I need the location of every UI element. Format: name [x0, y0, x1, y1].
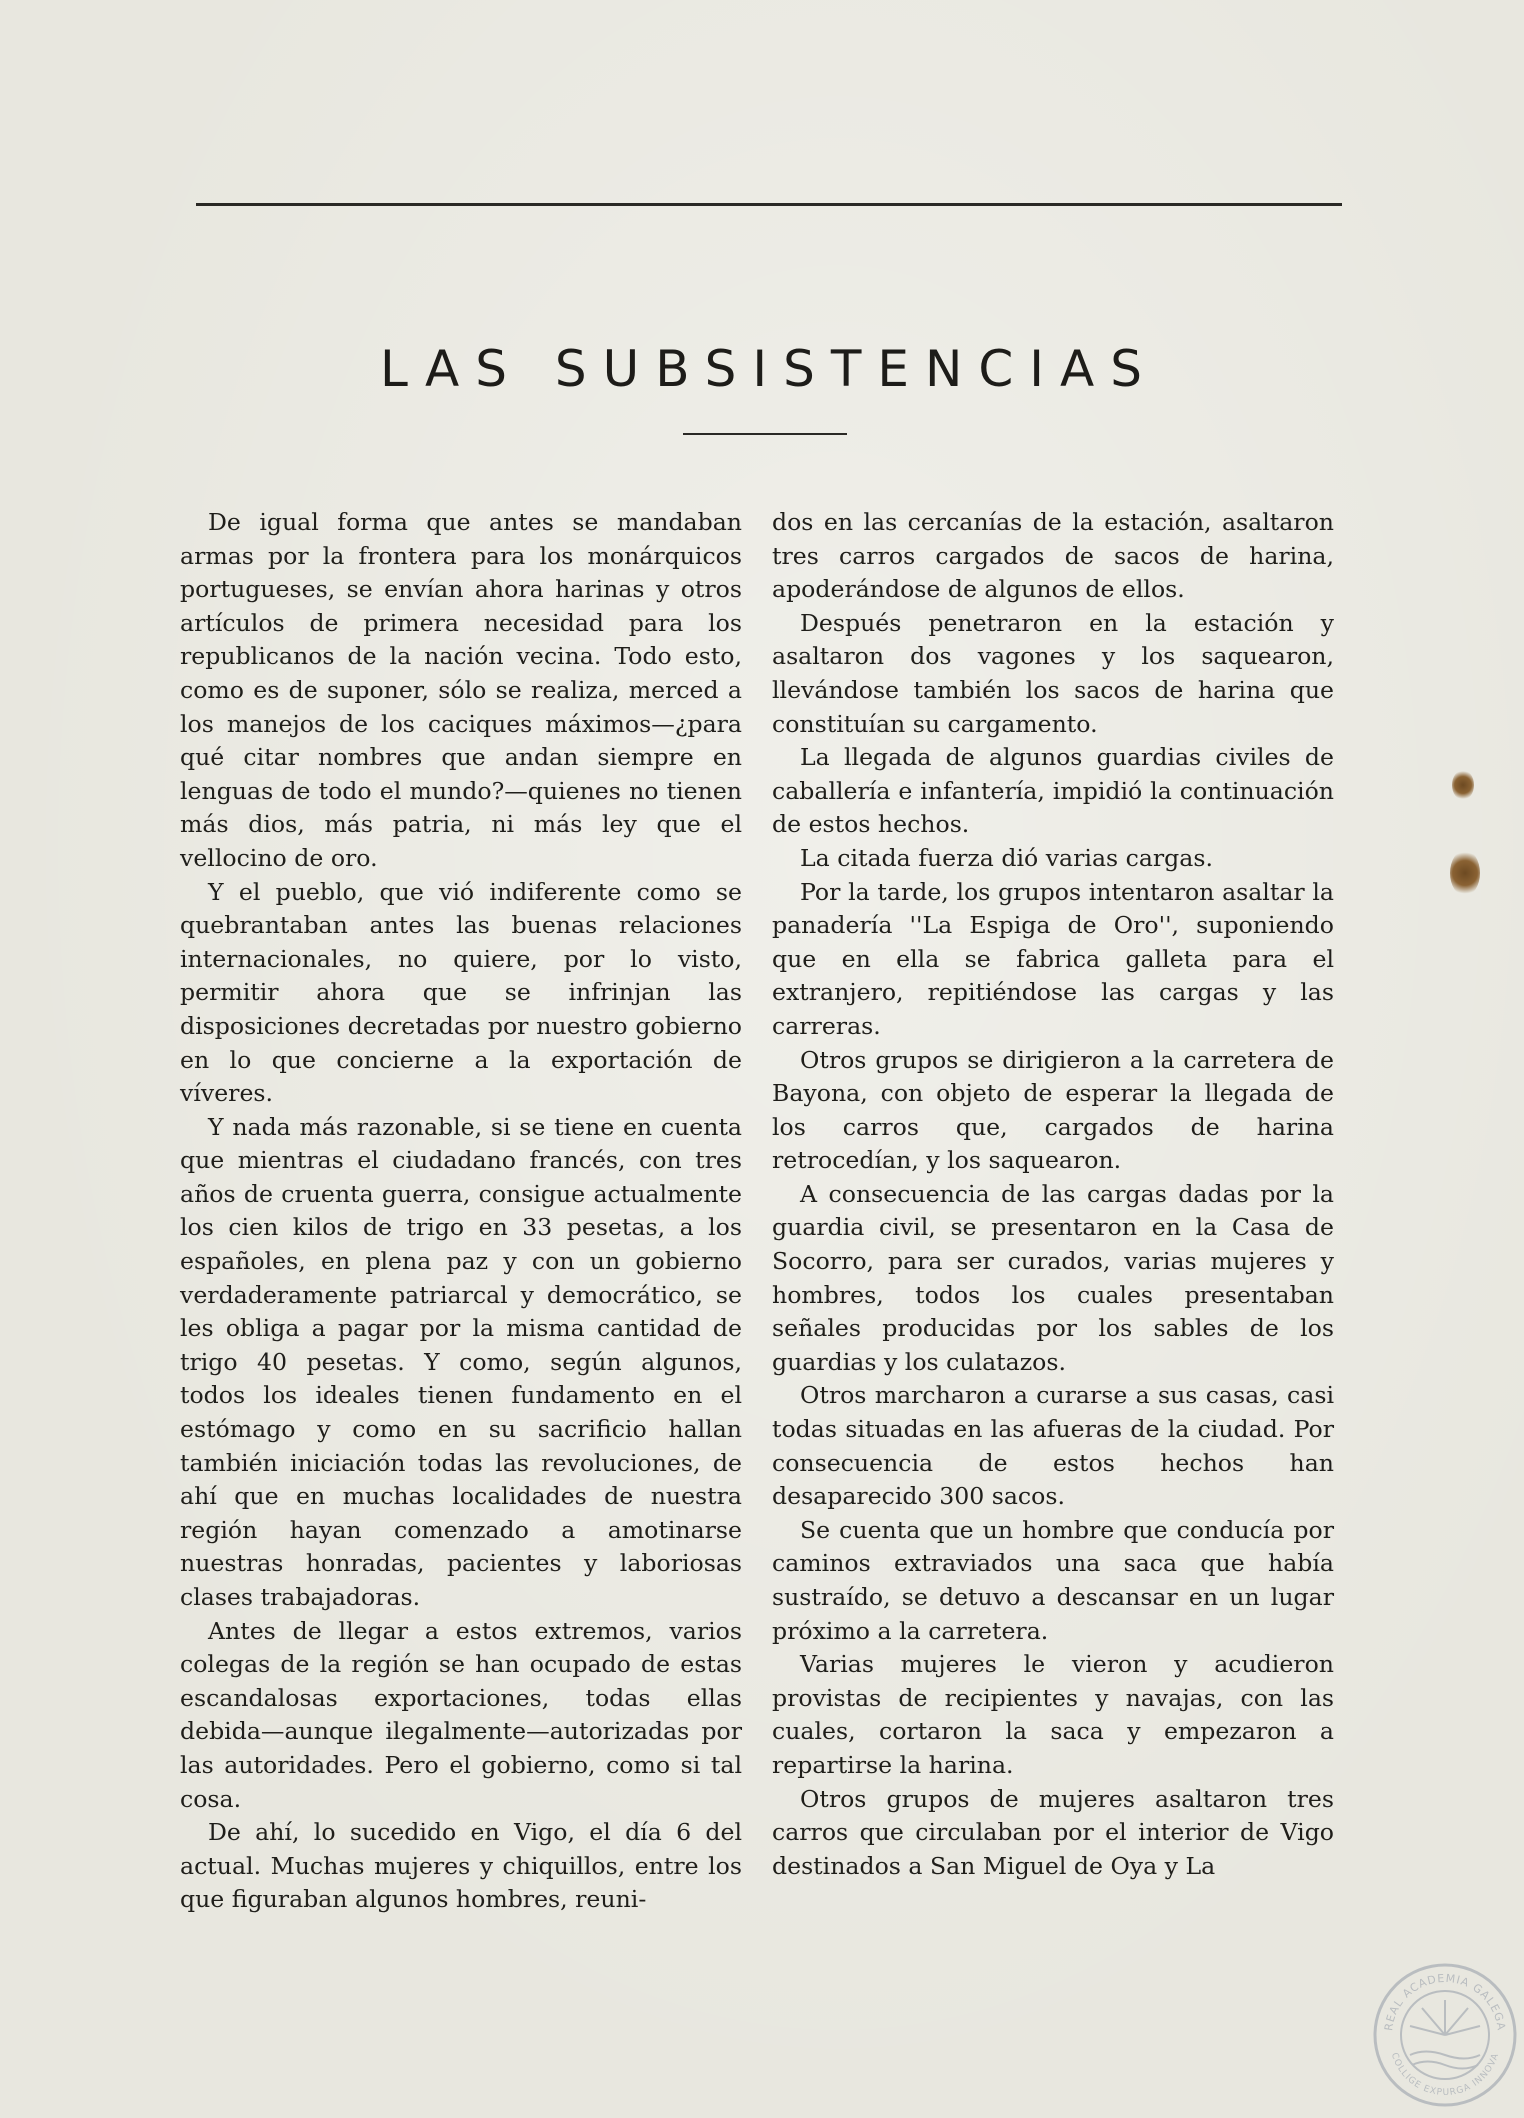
right-column — [772, 506, 1334, 1883]
paragraph: Por la tarde, los grupos intentaron asaltar la panadería ''La Espiga de Oro'', suponiendo que en ella se fabrica galleta para el extranjero, repitiéndose las cargas y las carreras. — [772, 877, 1334, 1040]
paper-stain — [1452, 770, 1474, 800]
article-title: LAS SUBSISTENCIAS — [380, 340, 1158, 398]
paragraph: La citada fuerza dió varias cargas. — [800, 843, 1213, 872]
paragraph: Después penetraron en la estación y asaltaron dos vagones y los saquearon, llevándose también los sacos de harina que constituían su cargamento. — [772, 608, 1334, 738]
paragraph: A consecuencia de las cargas dadas por la guardia civil, se presentaron en la Casa de Socorro, para ser curados, varias mujeres y hombres, todos los cuales presentaban señales producidas por los sables de los guardias y los culatazos. — [772, 1179, 1334, 1376]
academy-seal-icon — [1370, 1960, 1520, 2110]
paragraph: Varias mujeres le vieron y acudieron provistas de recipientes y navajas, con las cuales, cortaron la saca y empezaron a repartirse la harina. — [772, 1650, 1334, 1779]
paragraph: De ahí, lo sucedido en Vigo, el día 6 del actual. Muchas mujeres y chiquillos, entre los que figuraban algunos hombres, reuni- — [180, 1818, 742, 1914]
paragraph: Otros grupos de mujeres asaltaron tres carros que circulaban por el interior de Vigo destinados a San Miguel de Oya y La — [772, 1784, 1334, 1880]
paragraph: Y el pueblo, que vió indiferente como se quebrantaban antes las buenas relaciones internacionales, no quiere, por lo visto, permitir ahora que se infrinjan las disposiciones decretadas por nuestro gobierno en lo que concierne a la exportación de víveres. — [180, 877, 742, 1108]
paragraph: Se cuenta que un hombre que conducía por caminos extraviados una saca que había sustraído, se detuvo a descansar en un lugar próximo a la carretera. — [772, 1515, 1334, 1645]
paragraph: Otros grupos se dirigieron a la carretera de Bayona, con objeto de esperar la llegada de los carros que, cargados de harina retrocedían, y los saquearon. — [772, 1045, 1334, 1175]
header-rule — [196, 203, 1342, 206]
seal-text-top: REAL ACADEMIA GALEGA — [1382, 1971, 1508, 2032]
paragraph: La llegada de algunos guardias civiles de caballería e infantería, impidió la continuación de estos hechos. — [772, 743, 1334, 839]
paragraph: Antes de llegar a estos extremos, varios colegas de la región se han ocupado de estas escandalosas exportaciones, todas ellas debida—aunque ilegalmente—autorizadas por las autoridades. Pero el gobierno, como si tal cosa. — [180, 1616, 742, 1813]
seal-text-bottom: COLLIGE EXPURGA INNOVA — [1388, 2051, 1502, 2099]
paragraph: Otros marcharon a curarse a sus casas, casi todas situadas en las afueras de la ciudad. Por consecuencia de estos hechos han desaparecido 300 sacos. — [772, 1381, 1334, 1511]
title-divider — [683, 433, 847, 435]
paragraph: Y nada más razonable, si se tiene en cuenta que mientras el ciudadano francés, con tres años de cruenta guerra, consigue actualmente los cien kilos de trigo en 33 pesetas, a los españoles, en plena paz y con un gobierno verdaderamente patriarcal y democrático, se les obliga a pagar por la misma cantidad de trigo 40 pesetas. Y como, según algunos, todos los ideales tienen fundamento en el estómago y como en su sacrificio hallan también iniciación todas las revoluciones, de ahí que en muchas localidades de nuestra región hayan comenzado a amotinarse nuestras honradas, pacientes y laboriosas clases trabajadoras. — [180, 1112, 742, 1611]
left-column — [180, 506, 742, 1917]
paragraph: dos en las cercanías de la estación, asaltaron tres carros cargados de sacos de harina, apoderándose de algunos de ellos. — [772, 508, 1334, 604]
paragraph: De igual forma que antes se mandaban armas por la frontera para los monárquicos portugueses, se envían ahora harinas y otros artículos de primera necesidad para los republicanos de la nación vecina. Todo esto, como es de suponer, sólo se realiza, merced a los manejos de los caciques máximos—¿para qué citar nombres que andan siempre en lenguas de todo el mundo?—quienes no tienen más dios, más patria, ni más ley que el vellocino de oro. — [180, 508, 742, 872]
paper-stain — [1450, 850, 1480, 896]
